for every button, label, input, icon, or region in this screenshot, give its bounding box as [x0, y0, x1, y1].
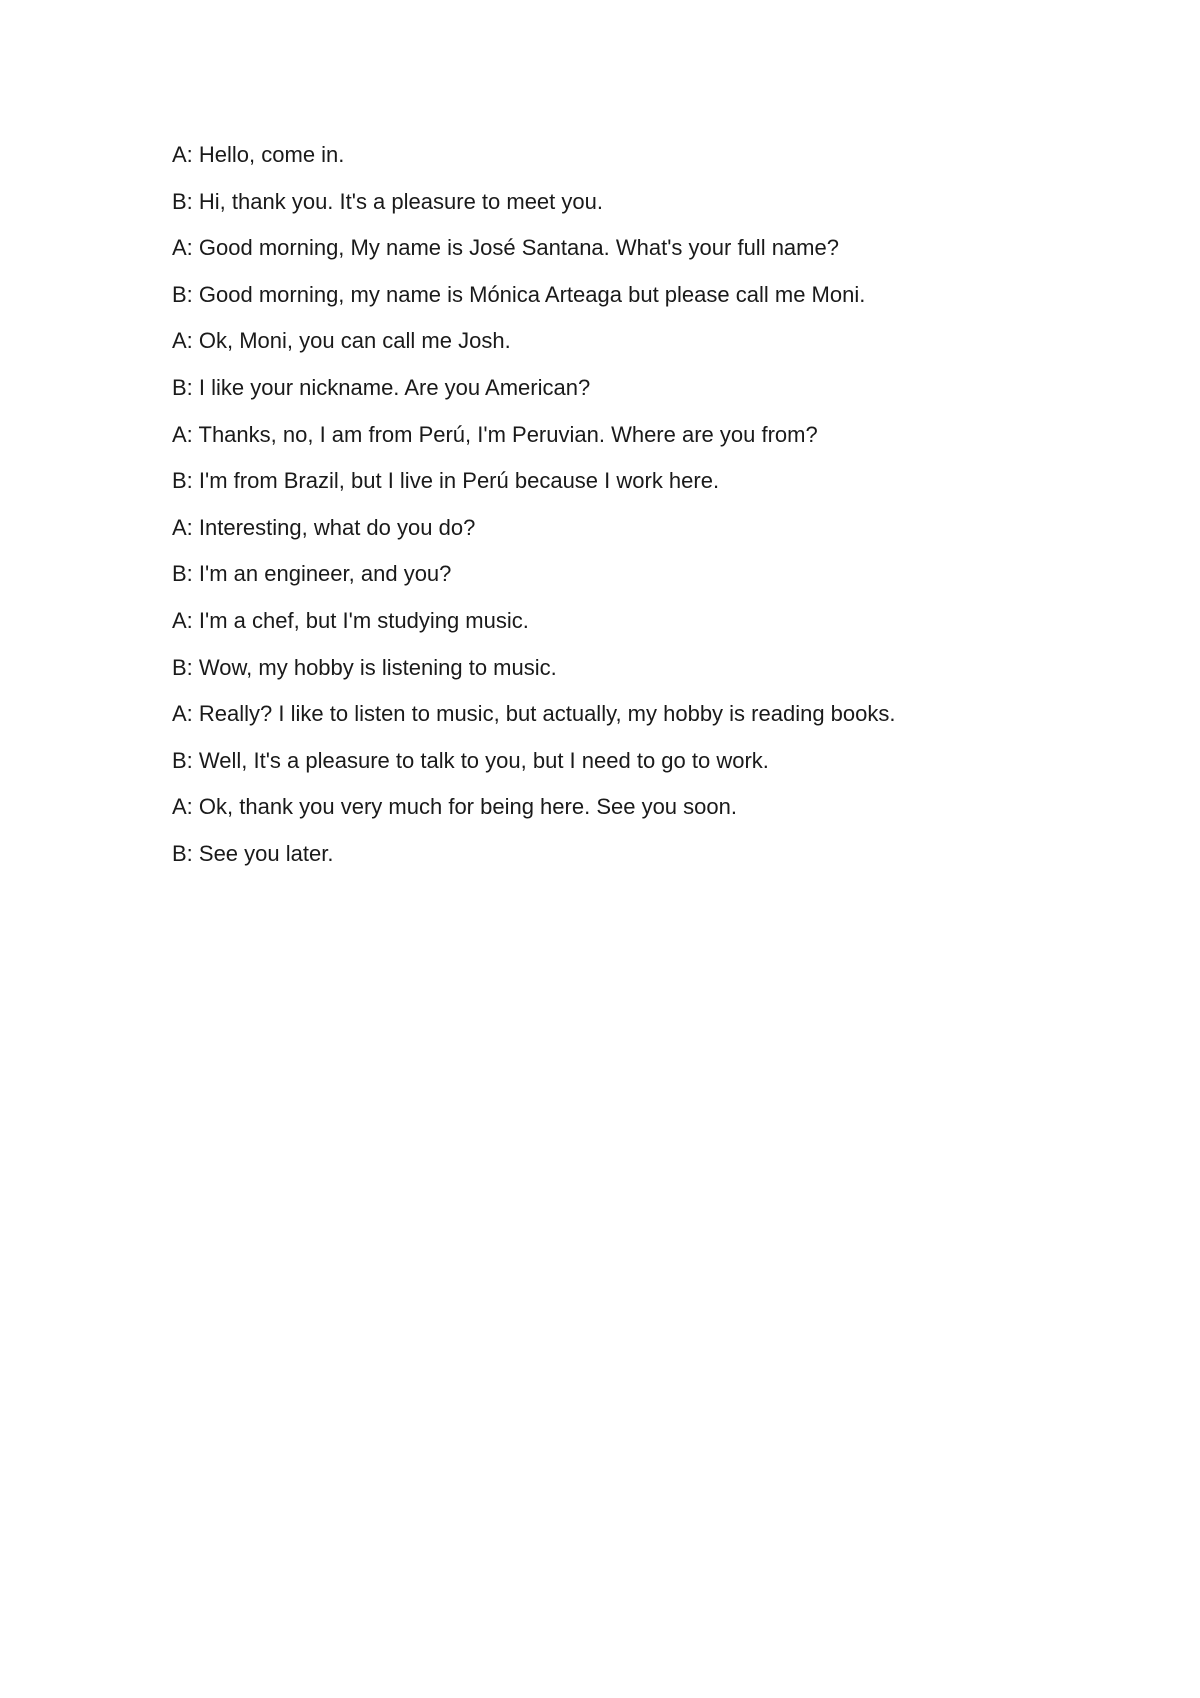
dialogue-line: A: Ok, thank you very much for being here. See you soon. — [172, 794, 737, 820]
dialogue-line: B: Good morning, my name is Mónica Arteaga but please call me Moni. — [172, 281, 866, 307]
dialogue-line: A: Ok, Moni, you can call me Josh. — [172, 328, 511, 354]
dialogue-line: B: I like your nickname. Are you American? — [172, 374, 591, 400]
dialogue-line: B: I'm from Brazil, but I live in Perú because I work here. — [172, 468, 720, 494]
dialogue-line: B: Hi, thank you. It's a pleasure to meet you. — [172, 188, 603, 214]
dialogue-list — [172, 142, 1072, 888]
dialogue-line: A: Interesting, what do you do? — [172, 514, 476, 540]
dialogue-line: A: Hello, come in. — [172, 142, 345, 167]
dialogue-line: A: Good morning, My name is José Santana. What's your full name? — [172, 235, 839, 261]
dialogue-line: B: I'm an engineer, and you? — [172, 561, 452, 587]
dialogue-line: A: Really? I like to listen to music, but actually, my hobby is reading books. — [172, 701, 896, 727]
dialogue-line: B: Wow, my hobby is listening to music. — [172, 654, 557, 680]
dialogue-line: B: See you later. — [172, 840, 334, 866]
dialogue-line: B: Well, It's a pleasure to talk to you, but I need to go to work. — [172, 747, 769, 773]
dialogue-line: A: I'm a chef, but I'm studying music. — [172, 607, 529, 633]
dialogue-line: A: Thanks, no, I am from Perú, I'm Peruvian. Where are you from? — [172, 421, 818, 447]
